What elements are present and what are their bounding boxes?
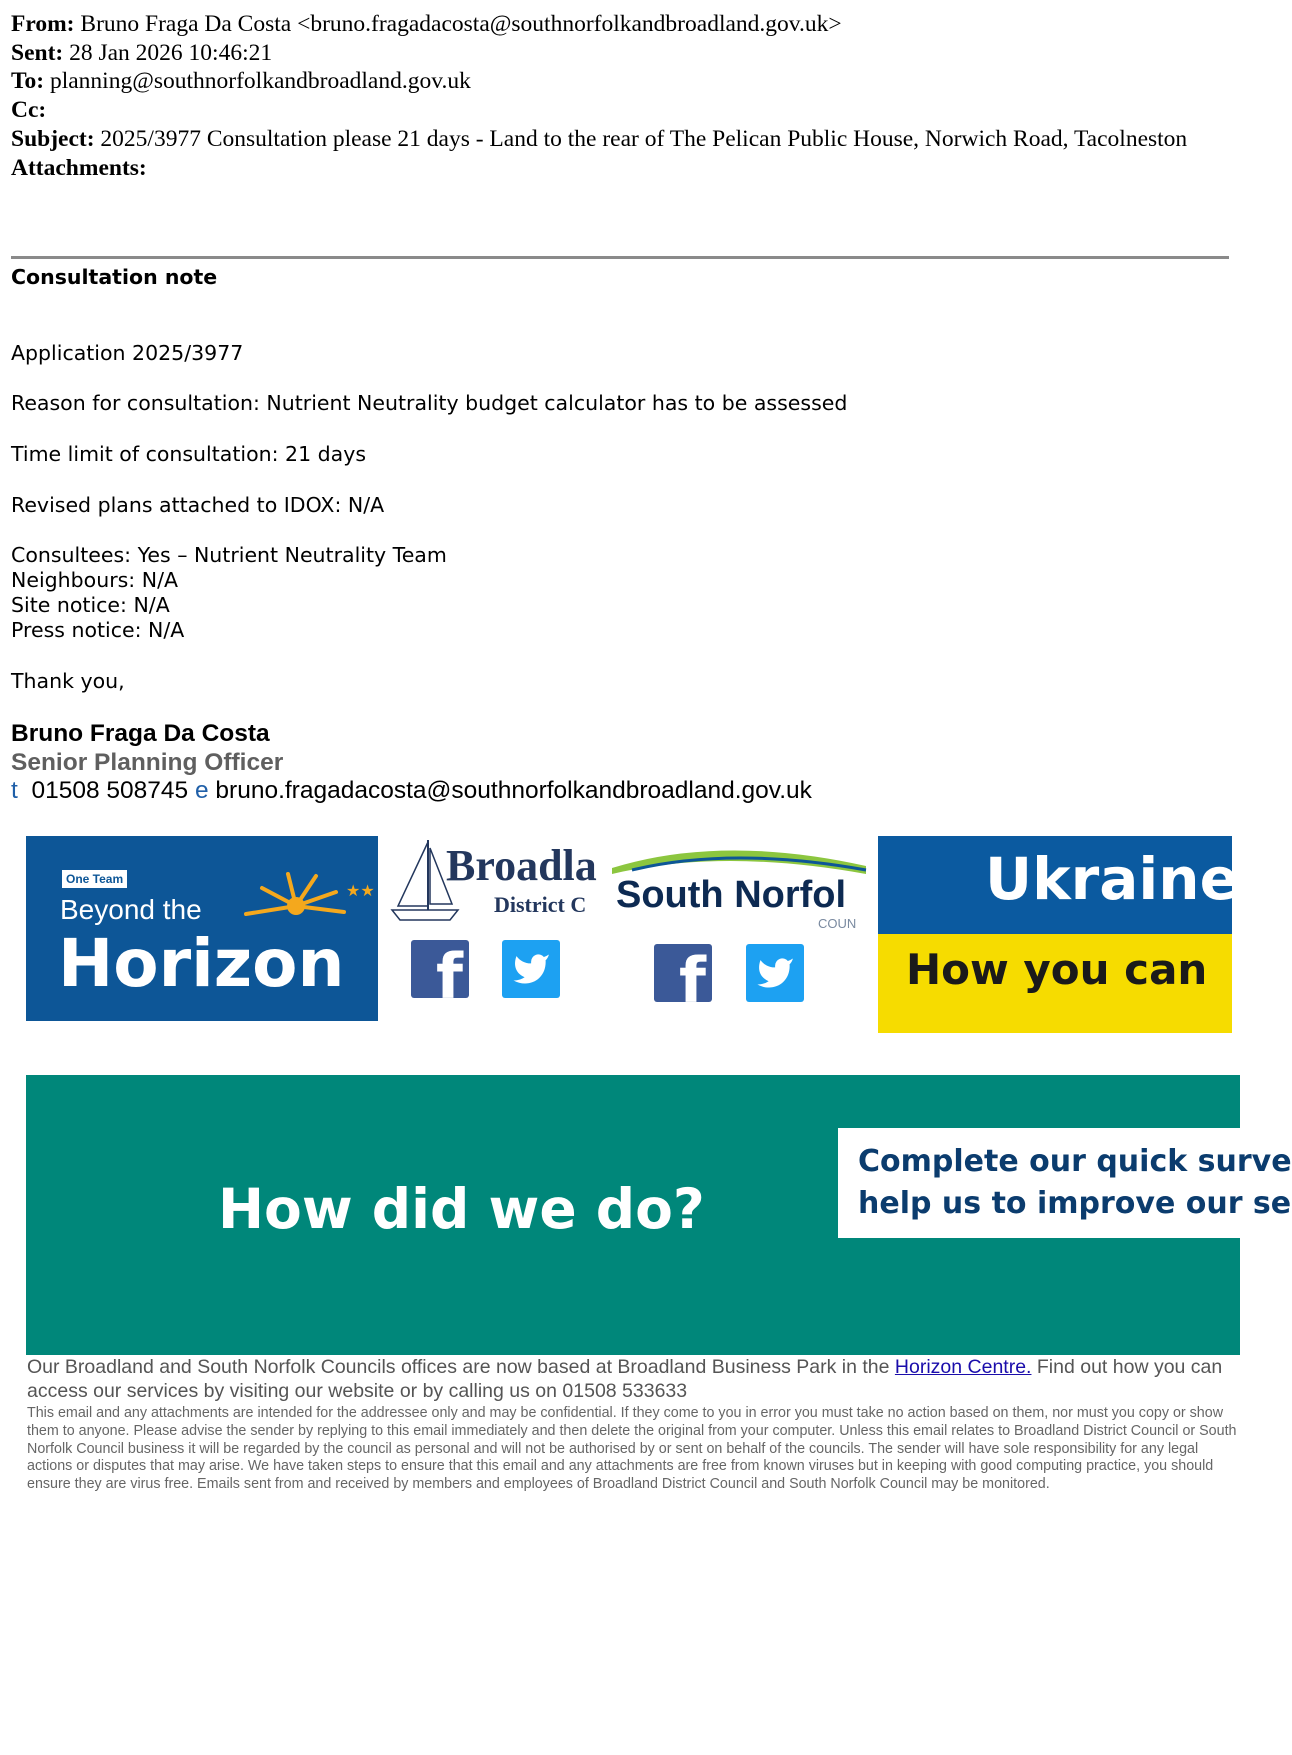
signature-contact [11, 777, 812, 805]
email-address[interactable]: bruno.fragadacosta@southnorfolkandbroadland.gov.uk [215, 777, 812, 804]
neighbours-line: Neighbours: N/A [11, 568, 178, 592]
site-notice-line: Site notice: N/A [11, 593, 170, 617]
subject-row: Subject: 2025/3977 Consultation please 21 days - Land to the rear of The Pelican Public House, Norwich Road, Tacolneston [11, 125, 1188, 152]
signature-name: Bruno Fraga Da Costa [11, 720, 270, 747]
consultees-line: Consultees: Yes – Nutrient Neutrality Team [11, 543, 447, 567]
email-label: e [194, 777, 209, 804]
survey-title: How did we do? [218, 1177, 705, 1241]
offices-notice: Our Broadland and South Norfolk Councils offices are now based at Broadland Business Park in the Horizon Centre. Find out how you can access our services by visiting our website or by calling us on 01508 533633 [27, 1356, 1223, 1402]
survey-callout [838, 1128, 1292, 1238]
to-value: planning@southnorfolkandbroadland.gov.uk [49, 68, 471, 95]
south-norfolk-facebook-icon[interactable]: f [654, 944, 712, 1002]
horizon-centre-link[interactable]: Horizon Centre. [894, 1356, 1032, 1378]
south-norfolk-swoosh-icon [612, 836, 866, 876]
ukraine-subtitle: How you can [906, 945, 1208, 994]
broadland-subtext: District C [494, 892, 587, 917]
email-header [11, 10, 1226, 182]
survey-line2: help us to improve our se [858, 1186, 1292, 1221]
twitter-bird-icon [502, 940, 560, 998]
from-value: Bruno Fraga Da Costa <bruno.fragadacosta@southnorfolkandbroadland.gov.uk> [80, 11, 842, 37]
ukraine-banner[interactable] [878, 836, 1239, 1033]
survey-line1: Complete our quick surve [858, 1144, 1292, 1179]
broadland-logo[interactable] [390, 836, 598, 926]
survey-banner[interactable] [26, 1075, 1292, 1355]
cc-row: Cc: [11, 97, 47, 124]
broadland-wordmark: Broadla [446, 841, 597, 890]
application-line: Application 2025/3977 [11, 341, 244, 365]
from-row: From: Bruno Fraga Da Costa <bruno.fragadacosta@southnorfolkandbroadland.gov.uk> [11, 11, 842, 37]
twitter-bird-icon [746, 944, 804, 1002]
attachments-row: Attachments: [11, 154, 147, 181]
south-norfolk-twitter-icon[interactable] [746, 944, 804, 1002]
email-disclaimer: This email and any attachments are intended for the addressee only and may be confidential. If they come to you in error you must take no action based on them, nor must you copy or show them to anyone. Please advise the sender by replying to this email immediately and then delete the original from your computer. Unless this email relates to Broadland District Council or South Norfolk Council business it will be regarded by the council as personal and will not be authorised by or sent on behalf of the councils. The sender will have sole responsibility for any legal actions or disputes that may arise. We have taken steps to ensure that this email and any attachments are free from known viruses but in keeping with good computing practice, you should ensure they are virus free. Emails sent from and received by members and employees of Broadland District Council and South Norfolk Council may be monitored. [27, 1405, 1237, 1493]
one-team-badge: One Team [62, 870, 127, 888]
sent-value: 28 Jan 2026 10:46:21 [69, 39, 273, 66]
consultation-heading: Consultation note [11, 265, 218, 289]
broadland-facebook-icon[interactable]: f [411, 940, 469, 998]
revised-plans-line: Revised plans attached to IDOX: N/A [11, 493, 385, 517]
thanks-line: Thank you, [11, 669, 125, 693]
ukraine-title: Ukraine [985, 845, 1239, 913]
south-norfolk-logo[interactable] [612, 836, 866, 932]
press-notice-line: Press notice: N/A [11, 618, 185, 642]
phone-label: t [11, 777, 18, 804]
south-norfolk-subtext: COUN [818, 916, 857, 931]
horizon-banner[interactable] [26, 836, 378, 1021]
subject-value: 2025/3977 Consultation please 21 days - Land to the rear of The Pelican Public House, Norwich Road, Tacolneston [100, 125, 1188, 152]
svg-text:★★: ★★ [346, 881, 375, 900]
broadland-twitter-icon[interactable] [502, 940, 560, 998]
header-divider [11, 256, 1229, 259]
signature-title: Senior Planning Officer [11, 749, 284, 776]
reason-line: Reason for consultation: Nutrient Neutrality budget calculator has to be assessed [11, 391, 848, 415]
to-row: To: planning@southnorfolkandbroadland.gov.uk [11, 68, 471, 95]
phone-number: 01508 508745 [31, 777, 189, 804]
time-limit-line: Time limit of consultation: 21 days [11, 442, 367, 466]
sent-row: Sent: 28 Jan 2026 10:46:21 [11, 39, 273, 66]
sunburst-icon [226, 866, 376, 926]
horizon-line1: Beyond the [60, 894, 202, 925]
south-norfolk-wordmark: South Norfol [616, 874, 847, 916]
horizon-line2: Horizon [58, 925, 345, 1002]
